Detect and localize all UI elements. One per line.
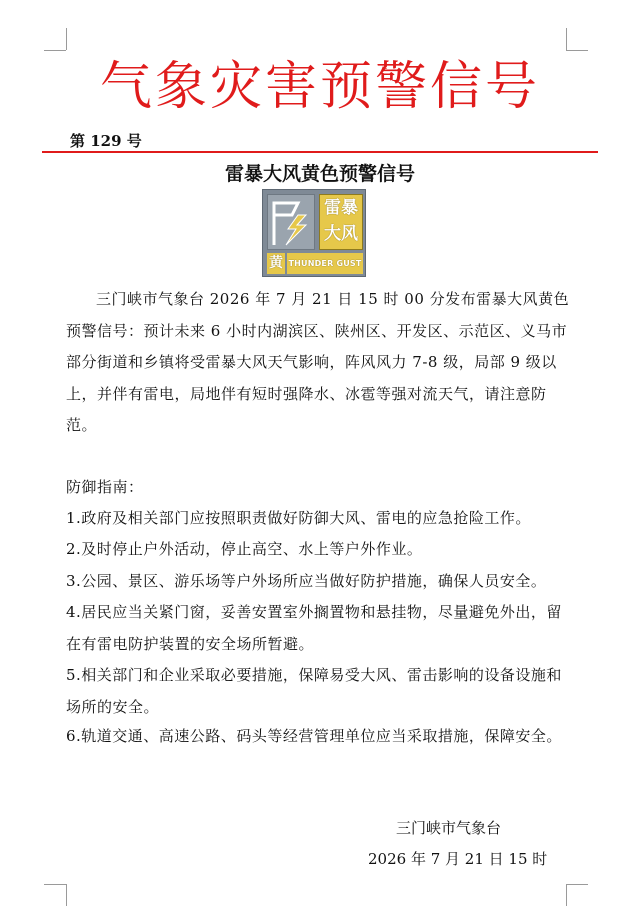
guide-item: 3.公园、景区、游乐场等户外场所应当做好防护措施，确保人员安全。 <box>66 572 547 590</box>
guide-item: 5.相关部门和企业采取必要措施，保障易受大风、雷击影响的设备设施和场所的安全。 <box>66 666 562 716</box>
signal-name-line2: 大风 <box>324 224 358 244</box>
guide-item: 4.居民应当关紧门窗，妥善安置室外搁置物和悬挂物，尽量避免外出，留在有雷电防护装置的安全场所暂避。 <box>66 603 562 653</box>
flag-lightning-icon <box>267 194 315 250</box>
warning-paragraph: 三门峡市气象台 2026 年 7 月 21 日 15 时 00 分发布雷暴大风黄色预警信号：预计未来 6 小时内湖滨区、陕州区、开发区、示范区、义马市部分街道和乡镇将受雷暴大风天气影响，阵风风力 7-8 级，局部 9 级以上，并伴有雷电，局地伴有短时强降水、冰雹等强对流天气，请注意防范。 <box>66 290 570 434</box>
warning-banner-title: 气象灾害预警信号 <box>99 57 540 117</box>
signature-date: 2026 年 7 月 21 日 15 时 <box>368 850 548 868</box>
signal-name-en: THUNDER GUST <box>287 253 363 274</box>
signal-level: 黄 <box>267 253 285 274</box>
signal-name-line1: 雷暴 <box>324 198 358 218</box>
signal-name-cn <box>319 194 363 250</box>
guide-title: 防御指南： <box>66 478 144 496</box>
signature-organization: 三门峡市气象台 <box>396 819 502 837</box>
guide-item: 2.及时停止户外活动，停止高空、水上等户外作业。 <box>66 540 423 558</box>
thunder-gust-yellow-signal-icon <box>262 189 366 277</box>
document-title: 雷暴大风黄色预警信号 <box>224 163 415 185</box>
guide-item: 1.政府及相关部门应按照职责做好防御大风、雷电的应急抢险工作。 <box>66 509 531 527</box>
red-divider <box>42 151 598 153</box>
issue-number: 第 129 号 <box>70 132 142 150</box>
guide-item: 6.轨道交通、高速公路、码头等经营管理单位应当采取措施，保障安全。 <box>66 727 562 745</box>
